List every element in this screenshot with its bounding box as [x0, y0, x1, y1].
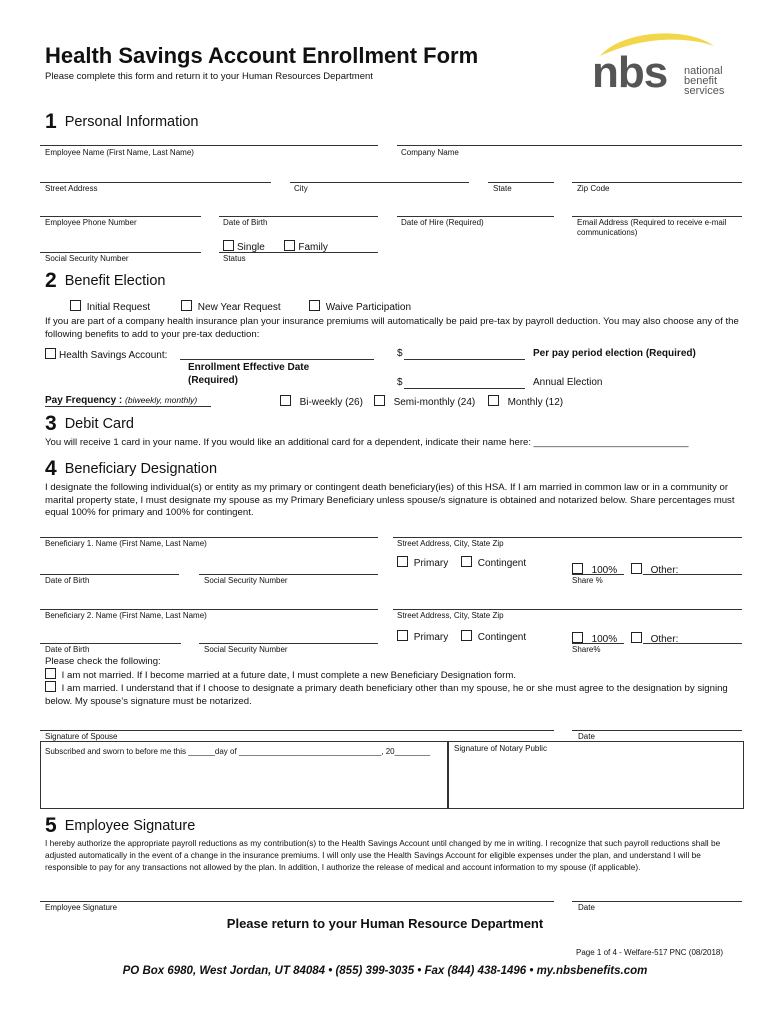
- per-pay-amount-line[interactable]: [404, 359, 525, 360]
- b1-address-line[interactable]: [393, 537, 742, 538]
- b2-name-label: Beneficiary 2. Name (First Name, Last Name): [45, 611, 207, 620]
- street-line[interactable]: [40, 182, 271, 183]
- b1-primary-option[interactable]: Primary: [397, 556, 448, 569]
- b2-ssn-line[interactable]: [199, 643, 378, 644]
- doh-line[interactable]: [397, 216, 554, 217]
- street-label: Street Address: [45, 184, 98, 193]
- semimonthly-option[interactable]: Semi-monthly (24): [374, 395, 475, 408]
- b1-100pct-checkbox[interactable]: [572, 563, 583, 574]
- footer-contact: PO Box 6980, West Jordan, UT 84084 • (855) 399-3035 • Fax (844) 438-1496 • my.nbsbenefits.com: [122, 965, 648, 977]
- nbs-logo: [592, 28, 742, 108]
- b1-ssn-line[interactable]: [199, 574, 378, 575]
- waive-checkbox[interactable]: [309, 300, 320, 311]
- b1-contingent-checkbox[interactable]: [461, 556, 472, 567]
- phone-label: Employee Phone Number: [45, 218, 137, 227]
- check-following-label: Please check the following:: [45, 656, 161, 667]
- employee-date-label: Date: [578, 903, 595, 912]
- employee-name-label: Employee Name (First Name, Last Name): [45, 148, 194, 157]
- b2-100pct-option[interactable]: 100%: [572, 632, 617, 645]
- b2-address-label: Street Address, City, State Zip: [397, 611, 504, 620]
- ssn-label: Social Security Number: [45, 254, 129, 263]
- spouse-signature-line[interactable]: [40, 730, 554, 731]
- employee-date-line[interactable]: [572, 901, 742, 902]
- family-checkbox[interactable]: [284, 240, 295, 251]
- state-line[interactable]: [488, 182, 554, 183]
- email-line[interactable]: [572, 216, 742, 217]
- biweekly-option[interactable]: Bi-weekly (26): [280, 395, 363, 408]
- hsa-amount-line[interactable]: [180, 359, 374, 360]
- b2-ssn-label: Social Security Number: [204, 645, 288, 654]
- city-label: City: [294, 184, 308, 193]
- logo-tagline: national benefit services: [684, 65, 725, 97]
- b1-ssn-label: Social Security Number: [204, 576, 288, 585]
- zip-line[interactable]: [572, 182, 742, 183]
- new-year-request[interactable]: New Year Request: [181, 300, 281, 313]
- monthly-checkbox[interactable]: [488, 395, 499, 406]
- pay-frequency: Pay Frequency : (biweekly, monthly): [45, 395, 198, 406]
- effective-date-required: (Required): [188, 375, 238, 386]
- b2-name-line[interactable]: [40, 609, 378, 610]
- b1-contingent-option[interactable]: Contingent: [461, 556, 526, 569]
- authorization-text: I hereby authorize the appropriate payroll reductions as my contribution(s) to the Health Savings Account until changed by me in writing. I recognize that such payroll reductions shall be adjusted automatically in the event of a change in the insurance premiums. I will only use the Health Savings Account for eligible expenses under the plan, and understand I will be responsible to pay for any transactions not allowed by the plan. In addition, I authorize the release of medical and account information to my spouse (if applicable).: [45, 838, 721, 872]
- company-name-label: Company Name: [401, 148, 459, 157]
- dob-line[interactable]: [219, 216, 378, 217]
- zip-label: Zip Code: [577, 184, 610, 193]
- initial-request-checkbox[interactable]: [70, 300, 81, 311]
- b2-other-option[interactable]: Other:: [631, 632, 678, 645]
- b1-dob-label: Date of Birth: [45, 576, 90, 585]
- hsa-option[interactable]: Health Savings Account:: [45, 348, 167, 361]
- annual-election-label: Annual Election: [533, 377, 603, 388]
- not-married-checkbox[interactable]: [45, 668, 56, 679]
- b1-primary-checkbox[interactable]: [397, 556, 408, 567]
- b2-share-label: Share%: [572, 645, 601, 654]
- b1-other-option[interactable]: Other:: [631, 563, 678, 576]
- waive-participation[interactable]: Waive Participation: [309, 300, 411, 313]
- monthly-option[interactable]: Monthly (12): [488, 395, 563, 408]
- b2-other-line[interactable]: [643, 643, 742, 644]
- section-1-heading: 1 Personal Information: [45, 110, 199, 133]
- single-label: Single: [237, 242, 265, 253]
- single-checkbox[interactable]: [223, 240, 234, 251]
- b2-other-checkbox[interactable]: [631, 632, 642, 643]
- beneficiary-text: I designate the following individual(s) or entity as my primary or contingent death beneficiary(ies) of this HSA. If I am married in common law or in a community or marital property state, I must designate my spouse as my Primary Beneficiary unless spouse/s signature is obtained and notarized below. Share percentages must equal 100% for primary and 100% for contingent.: [45, 482, 735, 518]
- section-2-heading: 2 Benefit Election: [45, 269, 166, 292]
- status-label: Status: [223, 254, 246, 263]
- page-info: Page 1 of 4 - Welfare-517 PNC (08/2018): [576, 948, 724, 957]
- state-label: State: [493, 184, 512, 193]
- section-3-heading: 3 Debit Card: [45, 412, 134, 435]
- employee-signature-line[interactable]: [40, 901, 554, 902]
- b1-name-label: Beneficiary 1. Name (First Name, Last Name): [45, 539, 207, 548]
- city-line[interactable]: [290, 182, 469, 183]
- b1-dob-line[interactable]: [40, 574, 179, 575]
- b2-dob-line[interactable]: [40, 643, 181, 644]
- b2-primary-checkbox[interactable]: [397, 630, 408, 641]
- family-label: Family: [298, 242, 328, 253]
- debit-card-text: You will receive 1 card in your name. If you would like an additional card for a dependent, indicate their name here: _____________________________: [45, 437, 689, 448]
- status-line: [219, 252, 378, 253]
- new-year-checkbox[interactable]: [181, 300, 192, 311]
- logo-text: nbs: [592, 48, 668, 97]
- section-4-heading: 4 Beneficiary Designation: [45, 457, 218, 480]
- dob-label: Date of Birth: [223, 218, 268, 227]
- company-name-line[interactable]: [397, 145, 742, 146]
- section-5-heading: 5 Employee Signature: [45, 814, 196, 837]
- doh-label: Date of Hire (Required): [401, 218, 484, 227]
- b1-share-label: Share %: [572, 576, 603, 585]
- b1-other-line[interactable]: [643, 574, 742, 575]
- b2-100pct-checkbox[interactable]: [572, 632, 583, 643]
- spouse-date-line[interactable]: [572, 730, 742, 731]
- dollar-sign-1: $: [397, 348, 403, 359]
- semimonthly-checkbox[interactable]: [374, 395, 385, 406]
- b2-contingent-checkbox[interactable]: [461, 630, 472, 641]
- married-checkbox[interactable]: [45, 681, 56, 692]
- phone-line[interactable]: [40, 216, 201, 217]
- sworn-statement: Subscribed and sworn to before me this ______day of ________________________________, 20________: [45, 747, 431, 756]
- b2-primary-option[interactable]: Primary: [397, 630, 448, 643]
- pay-frequency-line: [45, 406, 211, 407]
- b1-100pct-line: [572, 574, 624, 575]
- hsa-checkbox[interactable]: [45, 348, 56, 359]
- email-label: Email Address (Required to receive e-mail communications): [577, 218, 727, 237]
- not-married-option[interactable]: I am not married. If I become married at a future date, I must complete a new Beneficiary Designation form.: [45, 668, 745, 683]
- b2-contingent-option[interactable]: Contingent: [461, 630, 526, 643]
- benefit-info: If you are part of a company health insurance plan your insurance premiums will automatically be paid pre-tax by payroll deduction. You may also choose any of the following benefits to add to your pre-tax deduction:: [45, 316, 739, 340]
- initial-request[interactable]: Initial Request: [70, 300, 150, 313]
- per-pay-label: Per pay period election (Required): [533, 348, 696, 359]
- b1-name-line[interactable]: [40, 537, 378, 538]
- form-title: Health Savings Account Enrollment Form: [45, 43, 479, 68]
- dollar-sign-2: $: [397, 377, 403, 388]
- employee-signature-label: Employee Signature: [45, 903, 118, 912]
- b2-address-line[interactable]: [393, 609, 742, 610]
- form-subtitle: Please complete this form and return it to your Human Resources Department: [45, 71, 373, 82]
- employee-name-line[interactable]: [40, 145, 378, 146]
- ssn-line[interactable]: [40, 252, 201, 253]
- b1-other-checkbox[interactable]: [631, 563, 642, 574]
- spouse-date-label: Date: [578, 732, 595, 741]
- b1-address-label: Street Address, City, State Zip: [397, 539, 504, 548]
- biweekly-checkbox[interactable]: [280, 395, 291, 406]
- notary-signature-label: Signature of Notary Public: [454, 744, 547, 753]
- b2-100pct-line: [572, 643, 624, 644]
- return-instruction: Please return to your Human Resource Department: [226, 916, 544, 931]
- b2-dob-label: Date of Birth: [45, 645, 90, 654]
- annual-amount-line[interactable]: [404, 388, 525, 389]
- spouse-signature-label: Signature of Spouse: [45, 732, 118, 741]
- married-option[interactable]: I am married. I understand that if I choose to designate a primary death beneficiary other than my spouse, he or she must agree to the designation by signing below. My spouse’s signature must be notarized.: [45, 683, 728, 707]
- effective-date-label: Enrollment Effective Date: [188, 362, 310, 373]
- b1-100pct-option[interactable]: 100%: [572, 563, 617, 576]
